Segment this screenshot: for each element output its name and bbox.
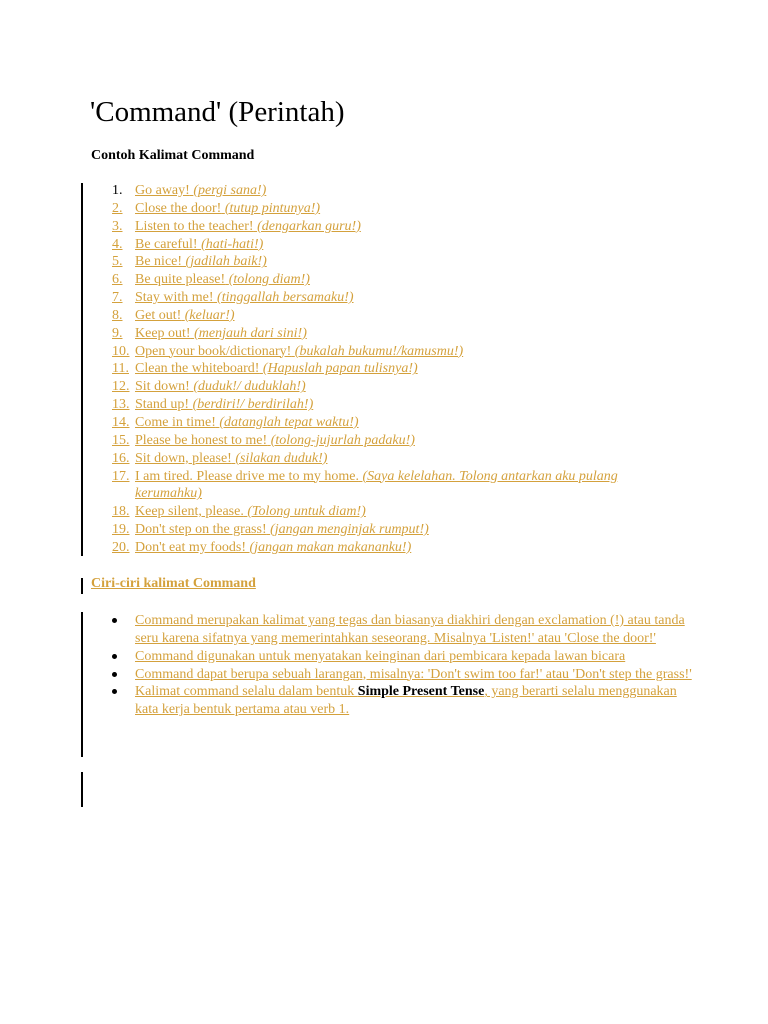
item-number: 11. bbox=[112, 361, 129, 377]
command-link[interactable]: Stay with me! (tinggallah bersamaku!) bbox=[135, 290, 354, 306]
item-number: 2. bbox=[112, 200, 123, 216]
command-item bbox=[112, 414, 712, 432]
command-link[interactable]: Be nice! (jadilah baik!) bbox=[135, 254, 267, 270]
item-number: 7. bbox=[112, 290, 123, 306]
item-number: 20. bbox=[112, 539, 130, 555]
command-item bbox=[112, 360, 712, 378]
bullet-item bbox=[112, 683, 692, 719]
command-link[interactable]: Sit down, please! (silakan duduk!) bbox=[135, 450, 328, 466]
change-bar bbox=[81, 772, 83, 807]
command-item bbox=[112, 325, 712, 343]
command-link[interactable]: Please be honest to me! (tolong-jujurlah padaku!) bbox=[135, 432, 415, 448]
item-number: 3. bbox=[112, 218, 123, 234]
command-link[interactable]: Close the door! (tutup pintunya!) bbox=[135, 200, 321, 216]
command-link[interactable]: Keep out! (menjauh dari sini!) bbox=[135, 325, 307, 341]
characteristics-list bbox=[112, 612, 692, 719]
command-item bbox=[112, 200, 712, 218]
bullet-link[interactable]: Kalimat command selalu dalam bentuk Simple Present Tense, yang berarti selalu menggunakan kata kerja bentuk pertama atau verb 1. bbox=[135, 684, 677, 718]
item-number: 15. bbox=[112, 432, 130, 448]
command-item bbox=[112, 182, 712, 200]
command-item bbox=[112, 307, 712, 325]
item-number: 19. bbox=[112, 522, 130, 538]
bullet-item bbox=[112, 666, 692, 684]
command-link[interactable]: Go away! (pergi sana!) bbox=[135, 183, 267, 198]
command-link[interactable]: Come in time! (datanglah tepat waktu!) bbox=[135, 414, 359, 430]
bold-term: Simple Present Tense bbox=[357, 684, 485, 700]
command-item bbox=[112, 396, 712, 414]
bullet-icon bbox=[112, 618, 117, 623]
command-item bbox=[112, 378, 712, 396]
command-link[interactable]: Be quite please! (tolong diam!) bbox=[135, 272, 310, 288]
command-link[interactable]: Stand up! (berdiri!/ berdirilah!) bbox=[135, 397, 314, 413]
bullet-icon bbox=[112, 689, 117, 694]
command-link[interactable]: Be careful! (hati-hati!) bbox=[135, 236, 264, 252]
command-item bbox=[112, 218, 712, 236]
command-link[interactable]: Clean the whiteboard! (Hapuslah papan tulisnya!) bbox=[135, 361, 418, 377]
section-heading-link[interactable]: Ciri-ciri kalimat Command bbox=[91, 576, 256, 591]
item-number: 16. bbox=[112, 450, 130, 466]
bullet-link[interactable]: Command dapat berupa sebuah larangan, misalnya: 'Don't swim too far!' atau 'Don't step the grass!' bbox=[135, 666, 692, 682]
command-link[interactable]: Listen to the teacher! (dengarkan guru!) bbox=[135, 218, 361, 234]
command-link[interactable]: Sit down! (duduk!/ duduklah!) bbox=[135, 379, 306, 395]
command-list bbox=[112, 182, 712, 557]
item-number: 4. bbox=[112, 236, 123, 252]
change-bar bbox=[81, 612, 83, 757]
command-item bbox=[112, 289, 712, 307]
bullet-icon bbox=[112, 672, 117, 677]
command-item bbox=[112, 539, 712, 557]
item-number: 9. bbox=[112, 325, 123, 341]
bullet-item bbox=[112, 612, 692, 648]
bullet-item bbox=[112, 648, 692, 666]
item-number: 5. bbox=[112, 254, 123, 270]
command-link[interactable]: Don't eat my foods! (jangan makan makananku!) bbox=[135, 539, 412, 555]
item-number: 10. bbox=[112, 343, 130, 359]
page-title: 'Command' (Perintah) bbox=[90, 96, 345, 128]
item-number: 1. bbox=[112, 183, 123, 198]
command-link[interactable]: Open your book/dictionary! (bukalah bukumu!/kamusmu!) bbox=[135, 343, 464, 359]
item-number: 17. bbox=[112, 468, 130, 484]
command-link[interactable]: Keep silent, please. (Tolong untuk diam!) bbox=[135, 504, 366, 520]
command-item bbox=[112, 343, 712, 361]
item-number: 14. bbox=[112, 414, 130, 430]
bullet-icon bbox=[112, 654, 117, 659]
item-number: 12. bbox=[112, 379, 130, 395]
command-item bbox=[112, 521, 712, 539]
bullet-link[interactable]: Command digunakan untuk menyatakan keinginan dari pembicara kepada lawan bicara bbox=[135, 648, 626, 664]
command-item bbox=[112, 432, 712, 450]
item-number: 13. bbox=[112, 397, 130, 413]
item-number: 18. bbox=[112, 504, 130, 520]
change-bar bbox=[81, 578, 83, 594]
command-item bbox=[112, 236, 712, 254]
item-number: 6. bbox=[112, 272, 123, 288]
command-item bbox=[112, 271, 712, 289]
item-number: 8. bbox=[112, 307, 123, 323]
command-item bbox=[112, 450, 712, 468]
command-link[interactable]: Don't step on the grass! (jangan menginjak rumput!) bbox=[135, 522, 429, 538]
command-item bbox=[112, 503, 712, 521]
change-bar bbox=[81, 183, 83, 556]
bullet-link[interactable]: Command merupakan kalimat yang tegas dan biasanya diakhiri dengan exclamation (!) atau tanda seru karena sifatnya yang memerintahkan seseorang. Misalnya 'Listen!' atau 'Close the door!' bbox=[135, 613, 685, 646]
command-item bbox=[112, 253, 712, 271]
command-item bbox=[112, 468, 712, 504]
command-link[interactable]: I am tired. Please drive me to my home. (Saya kelelahan. Tolong antarkan aku pulang kerumahku) bbox=[135, 468, 618, 502]
command-link[interactable]: Get out! (keluar!) bbox=[135, 307, 235, 323]
subheading: Contoh Kalimat Command bbox=[91, 148, 255, 163]
